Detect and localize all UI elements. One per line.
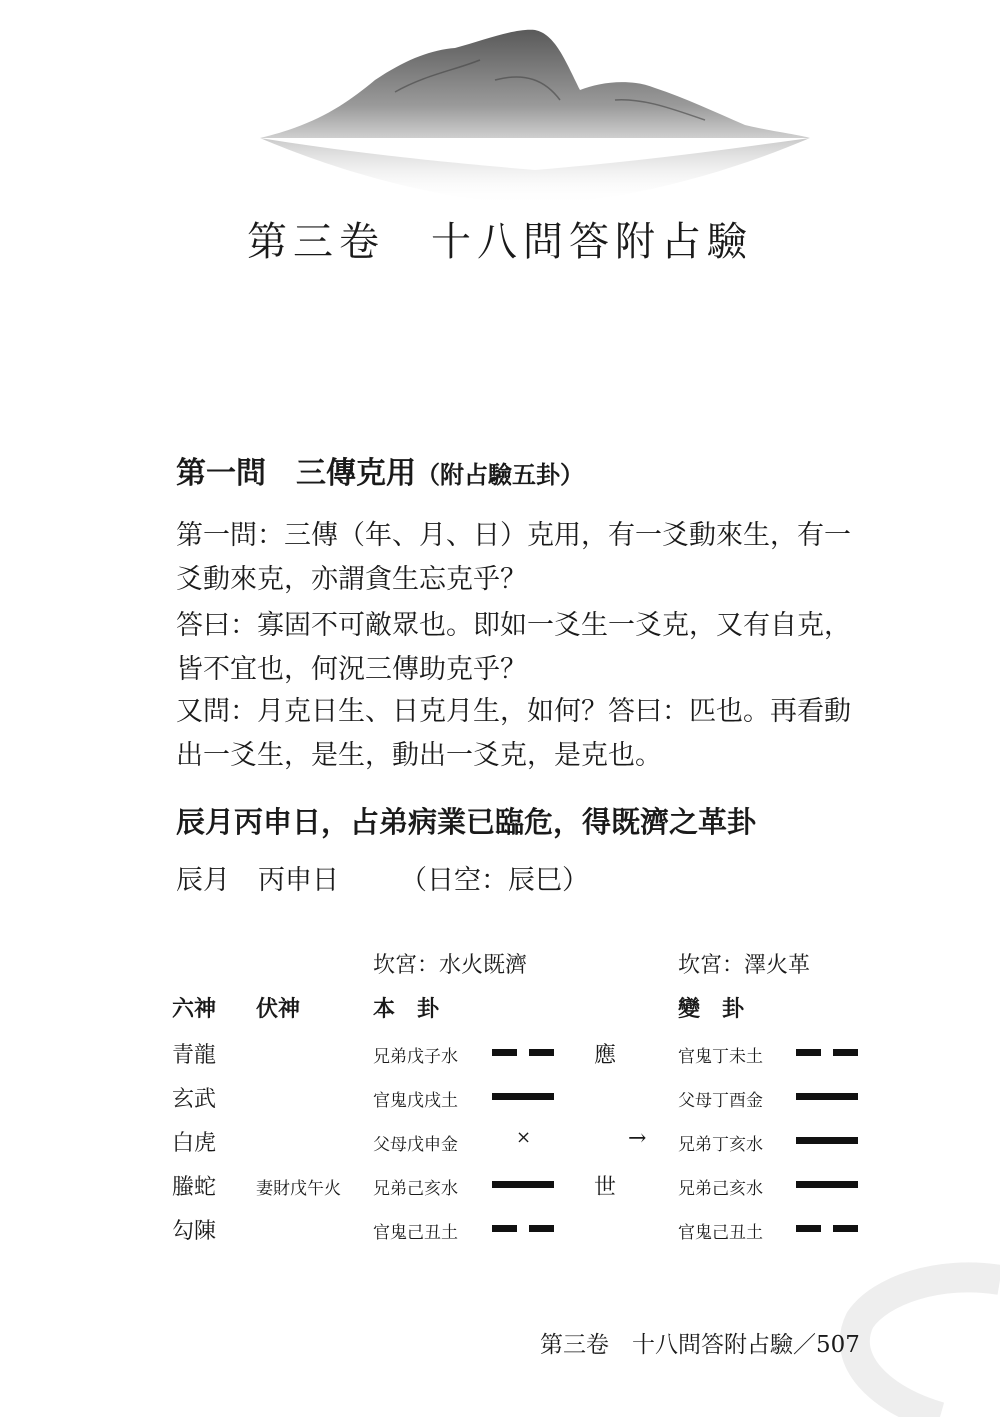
paragraph-answer: 答曰：寡固不可敵眾也。即如一爻生一爻克，又有自克，皆不宜也，何況三傳助克乎？ [176, 610, 851, 685]
row4-bian-yao: 兄弟己亥水 [678, 1179, 763, 1199]
row4-bian-yang-line [796, 1181, 858, 1188]
row1-bian-yao: 官鬼丁未土 [678, 1047, 763, 1067]
row4-shiying: 世 [594, 1175, 617, 1200]
row5-ben-yao: 官鬼己丑土 [373, 1223, 458, 1243]
question-heading [176, 448, 584, 492]
header-fushen: 伏神 [256, 996, 301, 1022]
row5-bian-yao: 官鬼己丑土 [678, 1223, 763, 1243]
row1-ben-yao: 兄弟戊子水 [373, 1047, 458, 1067]
row5-liushen: 勾陳 [172, 1219, 217, 1244]
case-void: （日空：辰巳） [400, 865, 589, 896]
row3-bian-yang-line [796, 1137, 858, 1144]
question-heading-note: （附占驗五卦） [416, 460, 584, 489]
row4-ben-yao: 兄弟己亥水 [373, 1179, 458, 1199]
row2-ben-yao: 官鬼戊戌土 [373, 1091, 458, 1111]
case-day: 丙申日 [258, 865, 339, 896]
bian-gua-palace: 坎宮：澤火革 [678, 953, 811, 978]
case-heading: 辰月丙申日，占弟病業已臨危，得既濟之革卦 [176, 805, 757, 839]
case-month: 辰月 [176, 865, 230, 896]
row2-liushen: 玄武 [172, 1087, 217, 1112]
row2-bian-yang-line [796, 1093, 858, 1100]
paragraph-followup: 又問：月克日生、日克月生，如何？答曰：匹也。再看動出一爻生，是生，動出一爻克，是克也。 [176, 696, 851, 771]
header-ben-gua: 本 卦 [373, 996, 440, 1022]
row1-shiying: 應 [594, 1043, 617, 1068]
row4-fushen: 妻財戊午火 [256, 1179, 341, 1199]
row3-bian-yao: 兄弟丁亥水 [678, 1135, 763, 1155]
row5-bian-yin-line [796, 1225, 858, 1232]
row3-ben-yao: 父母戊申金 [373, 1135, 458, 1155]
row1-ben-yin-line [492, 1049, 554, 1056]
row5-ben-yin-line [492, 1225, 554, 1232]
row1-bian-yin-line [796, 1049, 858, 1056]
chapter-title: 第三卷 十八問答附占驗 [247, 219, 753, 265]
paragraph-question: 第一問：三傳（年、月、日）克用，有一爻動來生，有一爻動來克，亦謂貪生忘克乎？ [176, 520, 851, 595]
header-liushen: 六神 [172, 996, 217, 1022]
row2-ben-yang-line [492, 1093, 554, 1100]
row1-liushen: 青龍 [172, 1043, 217, 1068]
row3-change-arrow: → [628, 1126, 647, 1151]
mountain-illustration [255, 20, 815, 210]
ben-gua-palace: 坎宮：水火既濟 [373, 953, 528, 978]
row4-liushen: 螣蛇 [172, 1175, 217, 1200]
row3-liushen: 白虎 [172, 1131, 217, 1156]
row4-ben-yang-line [492, 1181, 554, 1188]
row2-bian-yao: 父母丁酉金 [678, 1091, 763, 1111]
row3-moving-mark: × [516, 1127, 532, 1148]
header-bian-gua: 變 卦 [678, 996, 745, 1022]
question-heading-text: 第一問 三傳克用 [176, 456, 416, 491]
page-footer: 第三卷 十八問答附占驗／507 [540, 1332, 860, 1358]
